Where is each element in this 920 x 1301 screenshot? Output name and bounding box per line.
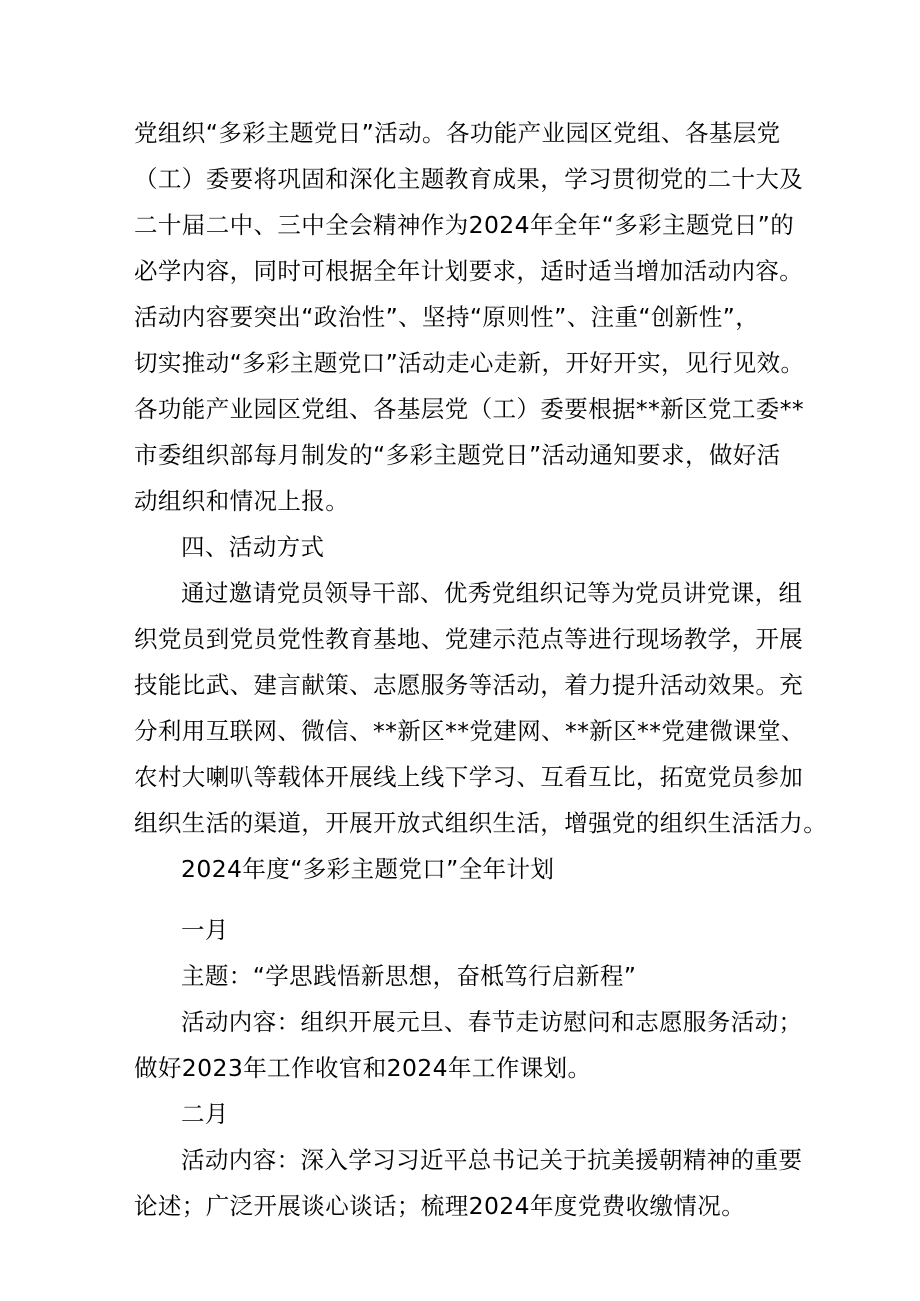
- paragraph-line: 动组织和情况上报。: [134, 487, 350, 515]
- paragraph-line: 农村大喇叭等载体开展线上线下学习、互看互比，拓宽党员参加: [134, 763, 804, 791]
- paragraph-line: （工）委要将巩固和深化主题教育成果，学习贯彻党的二十大及: [134, 165, 804, 193]
- february-content: 活动内容：深入学习习近平总书记关于抗美援朝精神的重要: [181, 1146, 803, 1174]
- paragraph-line: 活动内容要突出“政治性”、坚持“原则性”、注重“创新性”，: [134, 303, 760, 331]
- paragraph-line: 市委组织部每月制发的“多彩主题党日”活动通知要求，做好活: [134, 441, 781, 469]
- paragraph-line: 党组织“多彩主题党日”活动。各功能产业园区党组、各基层党: [134, 119, 781, 147]
- plan-title: 2024年度“多彩主题党口”全年计划: [181, 855, 555, 883]
- paragraph-line: 技能比武、建言献策、志愿服务等活动，着力提升活动效果。充: [134, 671, 804, 699]
- month-heading-february: 二月: [181, 1100, 229, 1128]
- paragraph-line: 二十届二中、三中全会精神作为2024年全年“多彩主题党日”的: [134, 211, 795, 239]
- paragraph-line: 通过邀请党员领导干部、优秀党组织记等为党员讲党课，组: [181, 579, 803, 607]
- january-content-continued: 做好2023年工作收官和2024年工作课划。: [134, 1054, 592, 1082]
- paragraph-line: 组织生活的渠道，开展开放式组织生活，增强党的组织生活活力。: [134, 809, 828, 837]
- paragraph-line: 织党员到党员党性教育基地、党建示范点等进行现场教学，开展: [134, 625, 804, 653]
- paragraph-line: 必学内容，同时可根据全年计划要求，适时适当增加活动内容。: [134, 257, 804, 285]
- month-heading-january: 一月: [181, 916, 229, 944]
- section-heading: 四、活动方式: [181, 533, 325, 561]
- paragraph-line: 各功能产业园区党组、各基层党（工）委要根据**新区党工委**: [134, 395, 804, 423]
- january-content: 活动内容：组织开展元旦、春节走访慰问和志愿服务活动；: [181, 1008, 803, 1036]
- paragraph-line: 分利用互联网、微信、**新区**党建网、**新区**党建微课堂、: [134, 717, 805, 745]
- february-content-continued: 论述；广泛开展谈心谈话；梳理2024年度党费收缴情况。: [134, 1192, 746, 1220]
- january-theme: 主题：“学思践悟新思想，奋柢笃行启新程”: [181, 962, 637, 990]
- paragraph-line: 切实推动“多彩主题党口”活动走心走新，开好开实，见行见效。: [134, 349, 805, 377]
